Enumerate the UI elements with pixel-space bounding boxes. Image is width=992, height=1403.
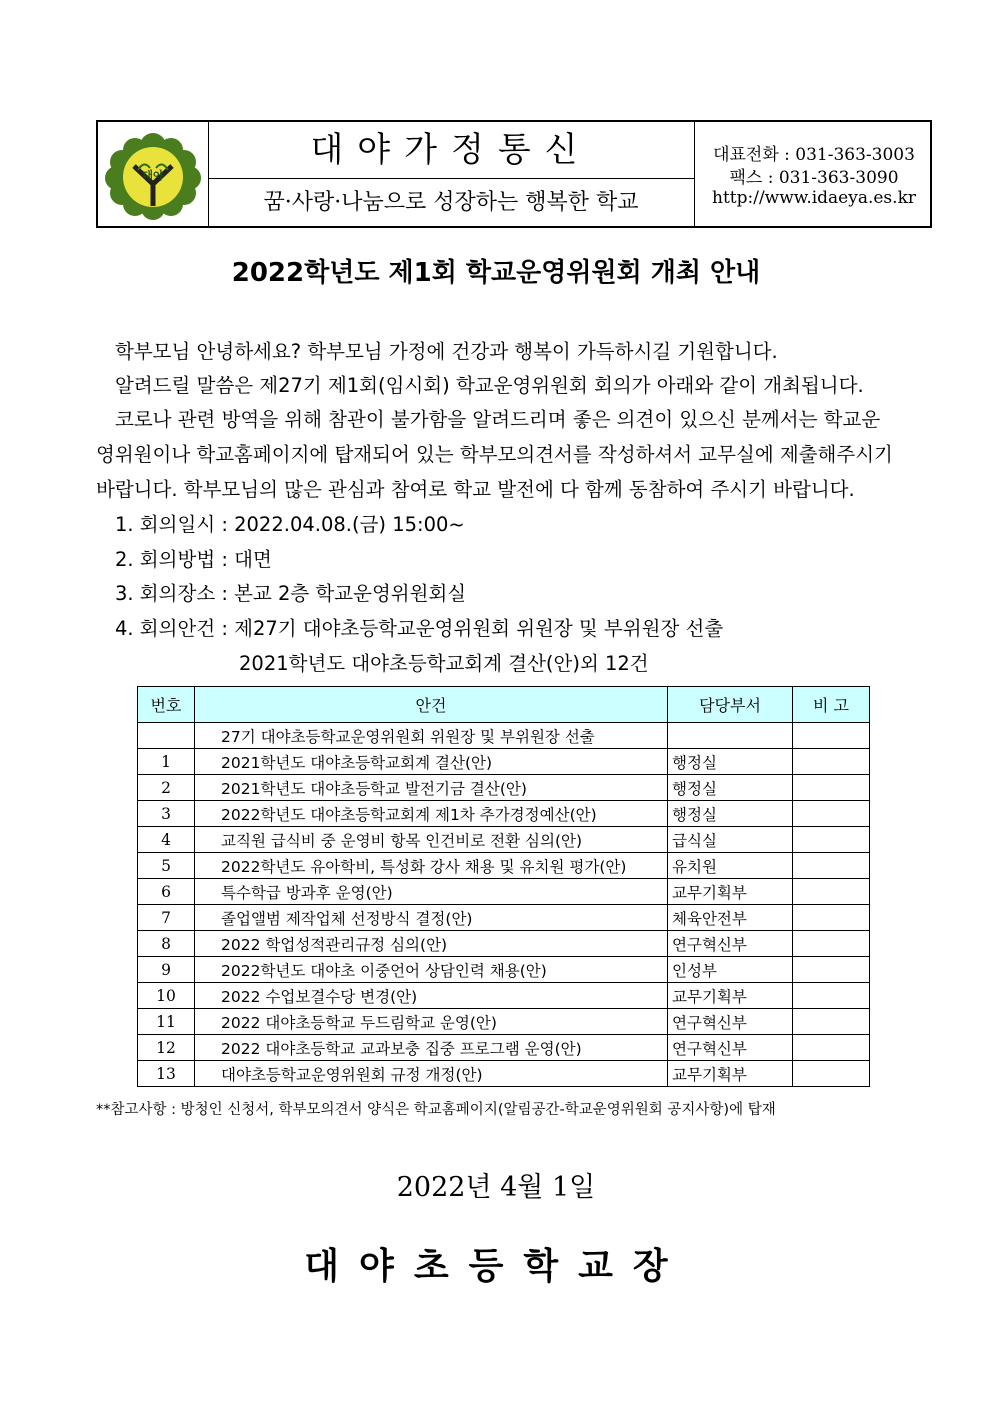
row-item: 2021학년도 대야초등학교회계 결산(안) [195, 749, 668, 775]
table-row [138, 1061, 870, 1087]
row-dept: 급식실 [668, 827, 793, 853]
row-number: 1 [138, 749, 195, 775]
row-number: 6 [138, 879, 195, 905]
title-cell [208, 122, 695, 226]
row-dept: 유치원 [668, 853, 793, 879]
row-item: 27기 대야초등학교운영위원회 위원장 및 부위원장 선출 [195, 723, 668, 749]
issue-date: 2022년 4월 1일 [396, 1172, 596, 1203]
fax-number: 팩스 : 031-363-3090 [729, 168, 899, 188]
table-row [138, 931, 870, 957]
row-note [793, 905, 870, 931]
body-line-1: 학부모님 안녕하세요? 학부모님 가정에 건강과 행복이 가득하시길 기원합니다. [115, 340, 778, 363]
table-row [138, 905, 870, 931]
row-item: 2022 학업성적관리규정 심의(안) [195, 931, 668, 957]
row-number: 8 [138, 931, 195, 957]
row-item: 2022 대야초등학교 두드림학교 운영(안) [195, 1009, 668, 1035]
row-item: 2022 대야초등학교 교과보충 집중 프로그램 운영(안) [195, 1035, 668, 1061]
row-note [793, 931, 870, 957]
header-note: 비 고 [793, 687, 870, 723]
row-dept: 교무기획부 [668, 1061, 793, 1087]
row-item: 대야초등학교운영위원회 규정 개정(안) [195, 1061, 668, 1087]
row-dept: 체육안전부 [668, 905, 793, 931]
meeting-date: 1. 회의일시 : 2022.04.08.(금) 15:00~ [115, 513, 465, 536]
newsletter-header [96, 120, 932, 228]
row-note [793, 775, 870, 801]
row-dept: 행정실 [668, 749, 793, 775]
school-slogan: 꿈·사랑·나눔으로 성장하는 행복한 학교 [263, 190, 639, 215]
table-row [138, 749, 870, 775]
table-row [138, 723, 870, 749]
table-row [138, 879, 870, 905]
table-row [138, 1035, 870, 1061]
row-number: 7 [138, 905, 195, 931]
row-note [793, 723, 870, 749]
table-row [138, 801, 870, 827]
row-number: 4 [138, 827, 195, 853]
table-row [138, 775, 870, 801]
body-line-2: 알려드릴 말씀은 제27기 제1회(임시회) 학교운영위원회 회의가 아래와 같이 개최됩니다. [115, 374, 864, 397]
row-item: 졸업앨범 제작업체 선정방식 결정(안) [195, 905, 668, 931]
table-header-row [138, 687, 870, 723]
row-number: 3 [138, 801, 195, 827]
row-dept: 인성부 [668, 957, 793, 983]
row-dept: 행정실 [668, 775, 793, 801]
contact-info [696, 122, 932, 226]
row-note [793, 879, 870, 905]
row-number: 5 [138, 853, 195, 879]
website-link[interactable]: http://www.idaeya.es.kr [712, 188, 916, 208]
row-note [793, 983, 870, 1009]
table-row [138, 853, 870, 879]
body-line-5: 바랍니다. 학부모님의 많은 관심과 참여로 학교 발전에 다 함께 동참하여 주시기 바랍니다. [96, 478, 855, 501]
row-note [793, 801, 870, 827]
row-item: 2022학년도 대야초등학교회계 제1차 추가경정예산(안) [195, 801, 668, 827]
meeting-agenda-continued: 2021학년도 대야초등학교회계 결산(안)외 12건 [239, 652, 649, 675]
row-number: 9 [138, 957, 195, 983]
document-title: 2022학년도 제1회 학교운영위원회 개최 안내 [231, 258, 761, 288]
logo-cell [98, 122, 209, 226]
row-dept: 교무기획부 [668, 983, 793, 1009]
row-number: 12 [138, 1035, 195, 1061]
table-row [138, 957, 870, 983]
row-dept: 교무기획부 [668, 879, 793, 905]
meeting-method: 2. 회의방법 : 대면 [115, 548, 272, 571]
row-note [793, 1009, 870, 1035]
table-row [138, 983, 870, 1009]
row-dept: 연구혁신부 [668, 1035, 793, 1061]
row-item: 특수학급 방과후 운영(안) [195, 879, 668, 905]
header-dept: 담당부서 [668, 687, 793, 723]
row-dept: 연구혁신부 [668, 931, 793, 957]
row-dept: 행정실 [668, 801, 793, 827]
row-number: 2 [138, 775, 195, 801]
table-row [138, 1009, 870, 1035]
row-item: 2022학년도 유아학비, 특성화 강사 채용 및 유치원 평가(안) [195, 853, 668, 879]
body-line-3: 코로나 관련 방역을 위해 참관이 불가함을 알려드리며 좋은 의견이 있으신 분께서는 학교운 [115, 408, 881, 431]
meeting-agenda: 4. 회의안건 : 제27기 대야초등학교운영위원회 위원장 및 부위원장 선출 [115, 617, 724, 640]
row-note [793, 827, 870, 853]
body-line-4: 영위원이나 학교홈페이지에 탑재되어 있는 학부모의견서를 작성하셔서 교무실에 제출해주시기 [96, 443, 893, 466]
row-note [793, 957, 870, 983]
row-number [138, 723, 195, 749]
table-row [138, 827, 870, 853]
row-note [793, 1035, 870, 1061]
principal-signature: 대야초등학교장 [304, 1245, 688, 1287]
phone-number: 대표전화 : 031-363-3003 [713, 145, 915, 165]
reference-notice: **참고사항 : 방청인 신청서, 학부모의견서 양식은 학교홈페이지(알림공간-학교운영위원회 공지사항)에 탑재 [96, 1102, 776, 1118]
row-note [793, 853, 870, 879]
newsletter-title: 대야가정통신 [208, 122, 694, 179]
row-item: 2021학년도 대야초등학교 발전기금 결산(안) [195, 775, 668, 801]
row-number: 11 [138, 1009, 195, 1035]
row-item: 2022 수업보결수당 변경(안) [195, 983, 668, 1009]
row-dept [668, 723, 793, 749]
agenda-table [137, 686, 870, 1087]
header-item: 안건 [195, 687, 668, 723]
header-number: 번호 [138, 687, 195, 723]
school-logo [98, 122, 208, 226]
row-number: 10 [138, 983, 195, 1009]
row-item: 교직원 급식비 중 운영비 항목 인건비로 전환 심의(안) [195, 827, 668, 853]
row-note [793, 749, 870, 775]
row-note [793, 1061, 870, 1087]
row-item: 2022학년도 대야초 이중언어 상담인력 채용(안) [195, 957, 668, 983]
row-dept: 연구혁신부 [668, 1009, 793, 1035]
row-number: 13 [138, 1061, 195, 1087]
logo-text: 대야 [142, 169, 164, 182]
meeting-place: 3. 회의장소 : 본교 2층 학교운영위원회실 [115, 582, 467, 605]
